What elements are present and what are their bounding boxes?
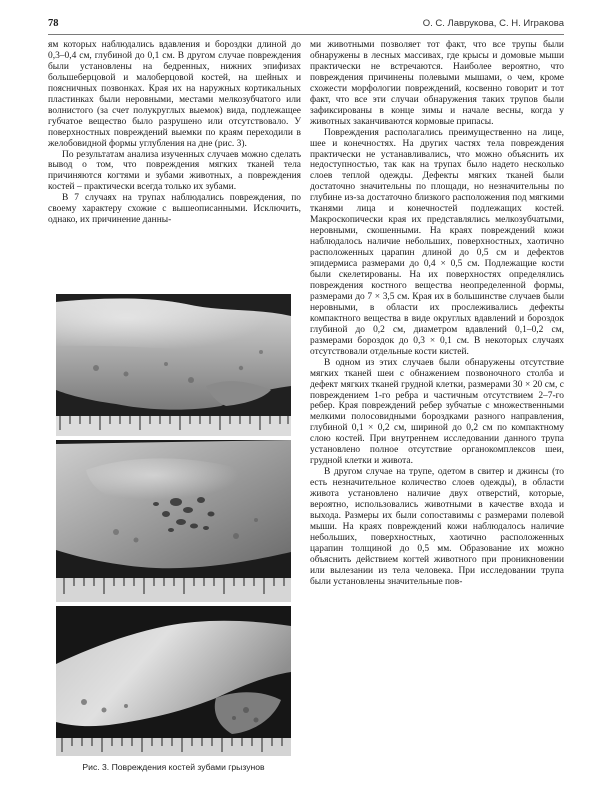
running-header — [48, 14, 564, 35]
right-paragraph-3: В одном из этих случаев были обнаружены отсутствие мягких тканей шеи с обнажением позвоночного столба и дефект мягких тканей грудной клетки, размерами 30 × 20 см, с повреждением 1-го ребра и частичным отсутствием 2–7-го ребер. Края повреждений ребер зубчатые с множественными мелкими полосовидными бороздками разного направления, глубиной 0,1 × 0,2 см, шириной до 0,2 см по компактному слою костей. При внутреннем исследовании данного трупа установлено полное отсутствие органокомплексов шеи, грудной клетки и живота. — [310, 357, 564, 467]
bone-photo-middle — [56, 440, 291, 602]
bone-photo-top — [56, 294, 291, 436]
left-paragraph-3: В 7 случаях на трупах наблюдались повреждения, по своему характеру схожие с вышеописанными. Исключить, однако, их причинение данны- — [48, 193, 301, 226]
figure-caption: Рис. 3. Повреждения костей зубами грызунов — [82, 762, 265, 772]
right-paragraph-4: В другом случае на трупе, одетом в свитер и джинсы (то есть незначительное количество слоев одежды), в области живота установлено наличие двух отверстий, которые, вероятно, использовались животными в качестве входа и выхода. Размеры их были сопоставимы с размерами полевой мыши. На краях повреждений кожи наблюдалось наличие небольших, поверхностных, хаотично расположенных царапин толщиной до 0,5 мм. Образование их можно объяснить действием когтей животного при проникновении или вылезании из тела человека. При исследовании трупа были установлены значительные пов- — [310, 467, 564, 587]
right-column — [310, 40, 564, 588]
running-head-authors: О. С. Лаврукова, С. Н. Игракова — [422, 18, 564, 29]
page-number: 78 — [48, 18, 59, 29]
left-paragraph-1: ям которых наблюдались вдавления и бороздки длиной до 0,3–0,4 см, глубиной до 0,1 см. В другом случае повреждения были установлены на бедренных, нижних эпифизах большеберцовой и малоберцовой костей, на шейных и поясничных позвонках. Края их на наружных кортикальных пластинках были неровными, местами мелкозубчатого или волнистого (за счет полукруглых выемок) вида, подлежащее губчатое вещество было разрушено или отсутствовало. У поверхностных повреждений выемки по краям переходили в желобовидной формы углубления на дне (рис. 3). — [48, 40, 301, 149]
left-paragraph-2: По результатам анализа изученных случаев можно сделать вывод о том, что повреждения мягких тканей тела причиняются когтями и зубами животных, а повреждения костей – практически всегда только их зубами. — [48, 149, 301, 193]
right-paragraph-2: Повреждения располагались преимущественно на лице, шее и конечностях. На других частях тела повреждения практически не устанавливались, что можно объяснить их недоступностью, так как на трупах было надето несколько слоев теплой одежды. Дефекты мягких тканей были достаточно значительны по площади, но незначительны по глубине из-за достаточно близкого расположения под мягкими тканями лица и конечностей подлежащих костей. Макроскопически края их представлялись мелкозубчатыми, неровными, скошенными. На краях повреждений кожи наблюдалось наличие небольших, поверхностных, хаотично расположенных царапин длиной до 0,5 см и дефектов эпидермиса размерами до 0,4 × 0,5 см. Подлежащие кости были скелетированы. На их поверхностях определялись повреждения костного вещества неопределенной формы, размерами до 7 × 3,5 см. Края их в большинстве случаев были неровными, в области их прослеживались дефекты компактного вещества в виде округлых вдавлений и бороздок глубиной до 0,2 см, диаметром вдавлений 0,1–0,2 см, размерами бороздок до 0,3 × 0,1 см. В некоторых случаях отсутствовали отдельные кости кистей. — [310, 127, 564, 357]
figure-3 — [56, 294, 291, 780]
right-paragraph-1: ми животными позволяет тот факт, что все трупы были обнаружены в лесных массивах, где крысы и домовые мыши практически не встречаются. Наиболее вероятно, что повреждения причинены полевыми мышами, о чем, кроме схожести морфологии повреждений, косвенно говорит и тот факт, что все эти случаи обнаружения таких трупов были зафиксированы в конце зимы и начале весны, когда у животных заканчиваются кормовые припасы. — [310, 40, 564, 127]
bone-photo-bottom — [56, 606, 291, 756]
left-column — [48, 40, 301, 226]
